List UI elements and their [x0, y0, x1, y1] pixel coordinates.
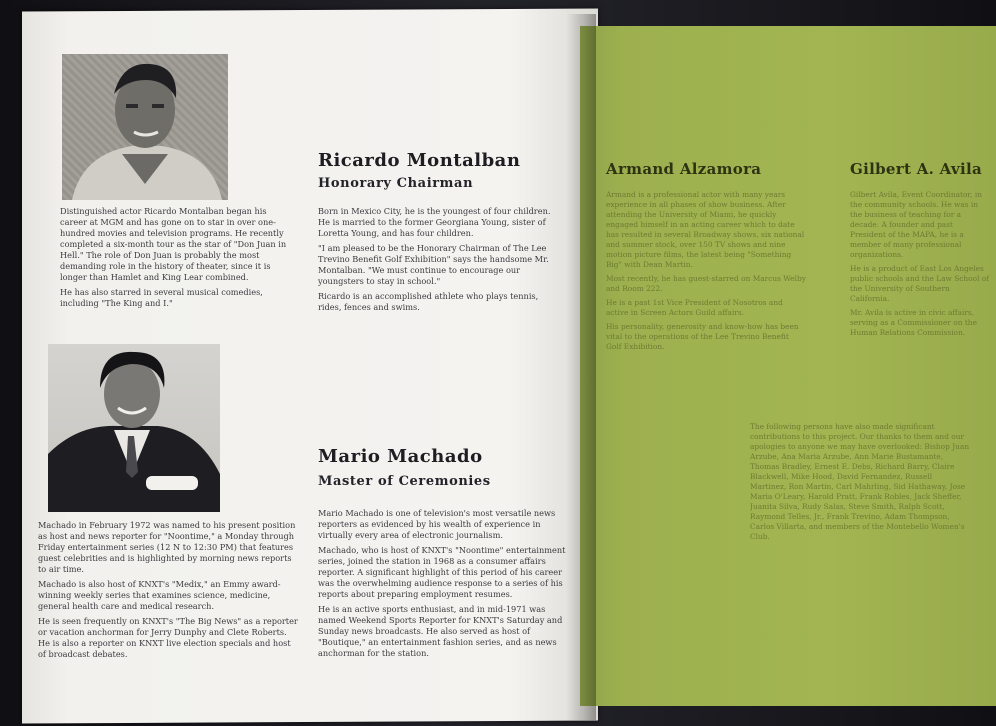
bio-alzamora	[606, 190, 806, 374]
portrait-illustration	[48, 344, 220, 512]
title-master-of-ceremonies: Master of Ceremonies	[318, 474, 491, 489]
bio-paragraph: He is seen frequently on KNXT's "The Big News" as a reporter or vacation anchorman for Jerry Dunphy and Clete Roberts. He is also a reporter on KNXT live election specials and host of broadcast debates.	[38, 616, 298, 659]
name-ricardo-montalban: Ricardo Montalban	[318, 150, 521, 171]
bio-paragraph: Machado in February 1972 was named to his present position as host and news reporter for "Noontime," a Monday through Friday entertainment series (12 N to 12:30 PM) that features guest celebrities and is highlighted by morning news reports to air time.	[38, 520, 296, 574]
bio-paragraph: Mr. Avila is active in civic affairs, serving as a Commissioner on the Human Relations Commission.	[850, 308, 977, 337]
bio-paragraph: Armand is a professional actor with many years experience in all phases of show business. After attending the University of Miami, he quickly engaged himself in an acting career which to date has resulted in several Broadway shows, six national and summer stock, over 150 TV shows and nine motion picture films, the latest being "Something Big" with Dean Martin.	[606, 190, 805, 269]
portrait-photo-mario-machado	[48, 344, 220, 512]
bio-paragraph: Machado, who is host of KNXT's "Noontime" entertainment series, joined the station in 1968 as a consumer affairs reporter. A significant highlight of this period of his career was the overwhelming audience response to a series of his reports about preparing employment resumes.	[318, 545, 566, 599]
bio-paragraph: Mario Machado is one of television's most versatile news reporters as evidenced by his wealth of experience in virtually every area of electronic journalism.	[318, 508, 556, 540]
title-honorary-chairman: Honorary Chairman	[318, 176, 474, 191]
bio-machado-col2	[318, 508, 572, 663]
bio-paragraph: He is a past 1st Vice President of Nosotros and active in Screen Actors Guild affairs.	[606, 298, 783, 317]
acknowledgements-text: The following persons have also made significant contributions to this project. Our thanks to them and our apologies to anyone we may have overlooked: Bishop Juan Arzube, Ana Maria Arzube, Ann Marie Bustamante, Thomas Bradley, Ernest E. Debs, Richard Barry, Claire Blackwell, Mike Hood, David Fernandez, Russell Martinez, Ron Martin, Carl Mahrling, Sid Hathaway, Jose Maria O'Leary, Harold Pratt, Frank Robles, Jack Sheffer, Juanita Silva, Rudy Salas, Steve Smith, Ralph Scott, Raymond Telles, Jr., Frank Trevino, Adam Thompson, Carlos Villarta, and members of the Montebello Women's Club.	[750, 422, 970, 541]
bio-paragraph: He is a product of East Los Angeles public schools and the Law School of the University of Southern California.	[850, 264, 989, 303]
portrait-illustration	[62, 54, 228, 200]
page-gutter-shadow	[566, 14, 596, 720]
bio-machado-col1	[38, 520, 300, 664]
bio-paragraph: Ricardo is an accomplished athlete who plays tennis, rides, fences and swims.	[318, 291, 539, 312]
portrait-photo-ricardo-montalban	[62, 54, 228, 200]
bio-avila	[850, 190, 990, 350]
name-gilbert-a-avila: Gilbert A. Avila	[850, 160, 983, 178]
bio-montalban-col1	[60, 206, 296, 313]
bio-paragraph: He is an active sports enthusiast, and in mid-1971 was named Weekend Sports Reporter for KNXT's Saturday and Sunday news broadcasts. He also served as host of "Boutique," an entertainment fashion series, and as news anchorman for the station.	[318, 604, 563, 658]
name-mario-machado: Mario Machado	[318, 446, 483, 467]
bio-paragraph: "I am pleased to be the Honorary Chairman of The Lee Trevino Benefit Golf Exhibition" says the handsome Mr. Montalban. "We must continue to encourage our youngsters to stay in school."	[318, 243, 549, 286]
name-armand-alzamora: Armand Alzamora	[606, 160, 762, 178]
bio-paragraph: Born in Mexico City, he is the youngest of four children. He is married to the former Georgiana Young, sister of Loretta Young, and has four children.	[318, 206, 551, 238]
bio-paragraph: Most recently, he has guest-starred on Marcus Welby and Room 222.	[606, 274, 806, 293]
bio-paragraph: Machado is also host of KNXT's "Medix," an Emmy award-winning weekly series that examines science, medicine, general health care and medical research.	[38, 579, 281, 611]
bio-montalban-col2	[318, 206, 558, 317]
bio-paragraph: His personality, generosity and know-how has been vital to the operations of the Lee Trevino Benefit Golf Exhibition.	[606, 322, 799, 351]
bio-paragraph: Distinguished actor Ricardo Montalban began his career at MGM and has gone on to star in over one-hundred movies and television programs. He recently completed a six-month tour as the star of "Don Juan in Hell." The role of Don Juan is probably the most demanding role in the history of theater, since it is longer than Hamlet and King Lear combined.	[60, 206, 287, 282]
bio-paragraph: Gilbert Avila, Event Coordinator, in the community schools. He was in the business of teaching for a decade. A founder and past President of the MAPA, he is a member of many professional organizations.	[850, 190, 982, 259]
bio-paragraph: He has also starred in several musical comedies, including "The King and I."	[60, 287, 263, 308]
